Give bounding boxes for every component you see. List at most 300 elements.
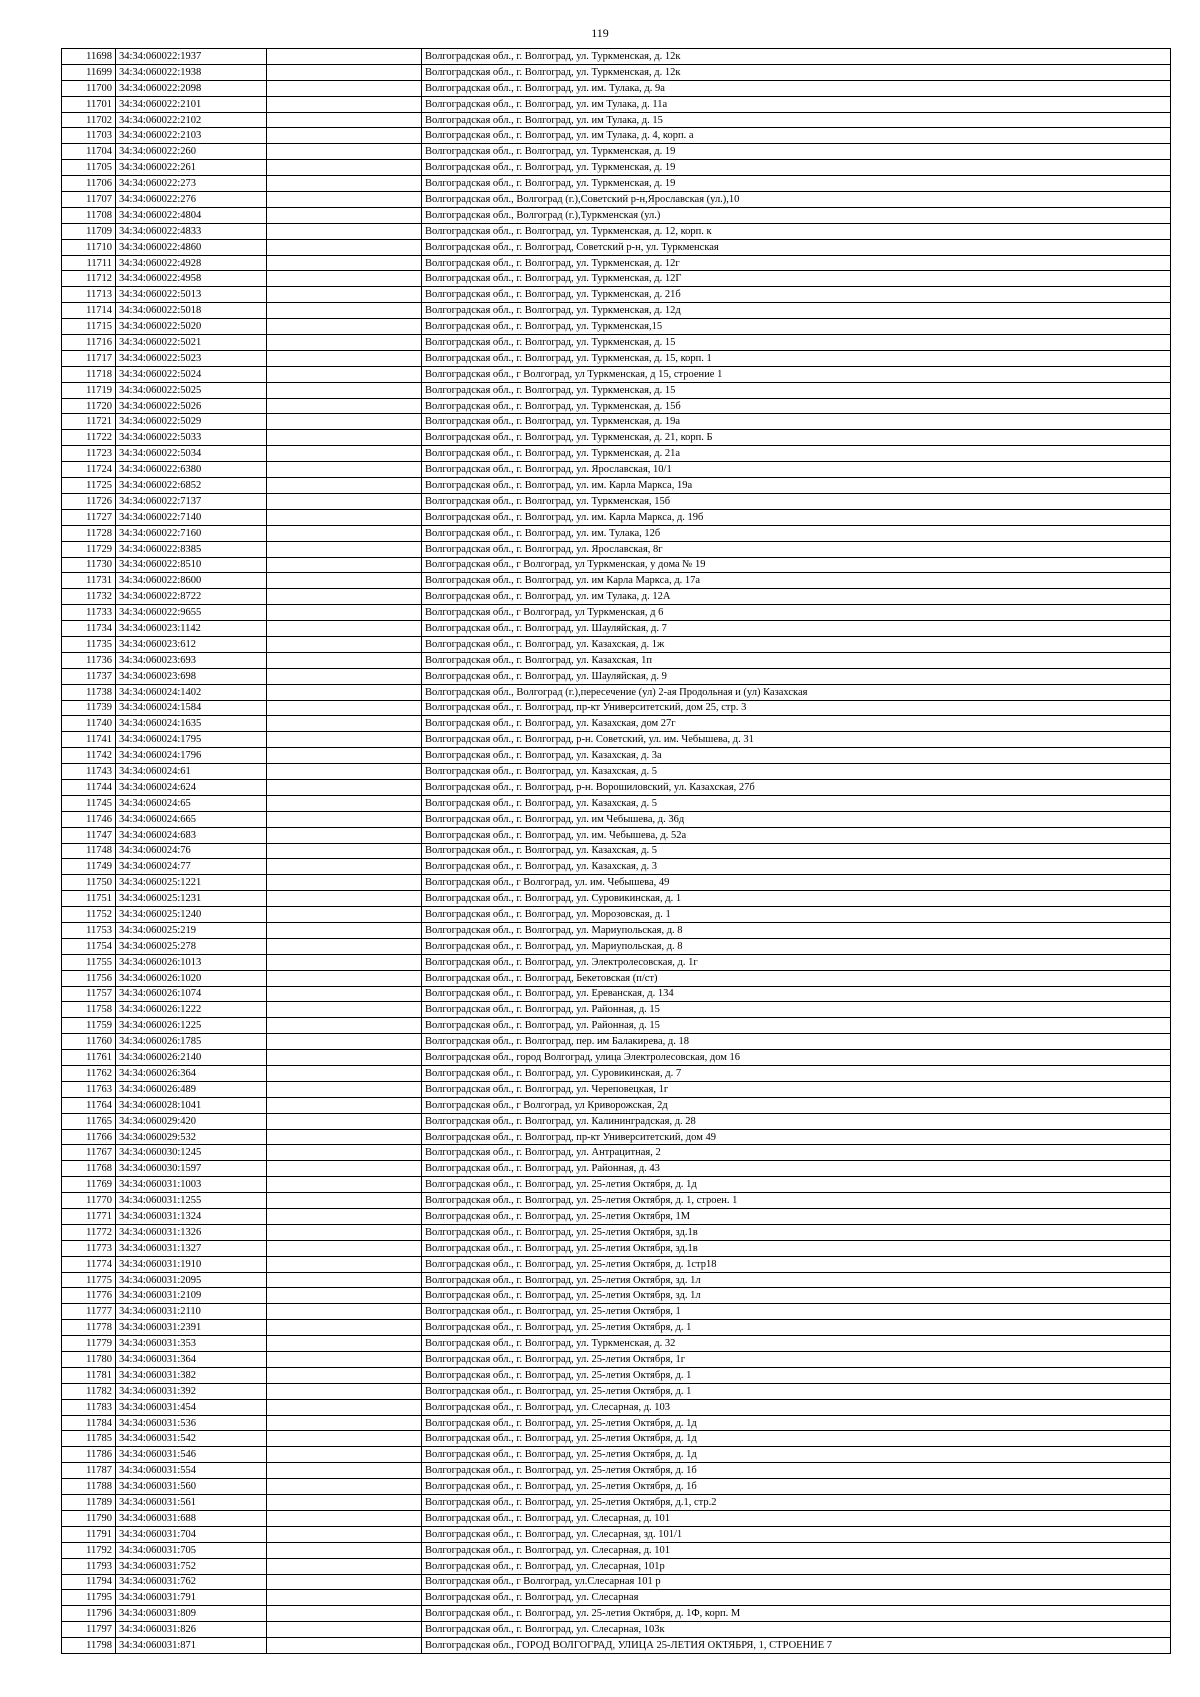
empty-cell [267, 1034, 422, 1050]
cadastral-number: 34:34:060022:7160 [116, 525, 267, 541]
row-number: 11764 [62, 1097, 116, 1113]
row-number: 11711 [62, 255, 116, 271]
register-table-body [62, 49, 1171, 1654]
row-number: 11750 [62, 875, 116, 891]
empty-cell [267, 446, 422, 462]
cadastral-number: 34:34:060022:6380 [116, 462, 267, 478]
empty-cell [267, 1177, 422, 1193]
row-number: 11775 [62, 1272, 116, 1288]
address: Волгоградская обл., г. Волгоград, Бекетовская (п/ст) [422, 970, 1171, 986]
address: Волгоградская обл., г. Волгоград, ул. Слесарная, зд. 101/1 [422, 1526, 1171, 1542]
empty-cell [267, 160, 422, 176]
empty-cell [267, 1209, 422, 1225]
address: Волгоградская обл., г. Волгоград, ул. 25-летия Октября, 1 [422, 1304, 1171, 1320]
address: Волгоградская обл., г. Волгоград, ул. Калининградская, д. 28 [422, 1113, 1171, 1129]
cadastral-number: 34:34:060031:561 [116, 1495, 267, 1511]
row-number: 11739 [62, 700, 116, 716]
row-number: 11716 [62, 335, 116, 351]
row-number: 11793 [62, 1558, 116, 1574]
address: Волгоградская обл., г. Волгоград, ул. 25-летия Октября, д. 1д [422, 1415, 1171, 1431]
table-row [62, 1479, 1171, 1495]
address: Волгоградская обл., г. Волгоград, ул. Туркменская, д. 21а [422, 446, 1171, 462]
address: Волгоградская обл., г. Волгоград, ул. Туркменская, д. 15 [422, 335, 1171, 351]
row-number: 11703 [62, 128, 116, 144]
table-row [62, 414, 1171, 430]
table-row [62, 1320, 1171, 1336]
row-number: 11699 [62, 64, 116, 80]
address: Волгоградская обл., г. Волгоград, ул. 25-летия Октября, д. 1д [422, 1177, 1171, 1193]
empty-cell [267, 1622, 422, 1638]
table-row [62, 478, 1171, 494]
row-number: 11778 [62, 1320, 116, 1336]
table-row [62, 1161, 1171, 1177]
address: Волгоградская обл., г. Волгоград, ул. Туркменская,15 [422, 319, 1171, 335]
table-row [62, 1431, 1171, 1447]
row-number: 11782 [62, 1383, 116, 1399]
address: Волгоградская обл., г. Волгоград, ул. Казахская, д. 5 [422, 764, 1171, 780]
table-row [62, 795, 1171, 811]
address: Волгоградская обл., г. Волгоград, ул. Суровикинская, д. 7 [422, 1066, 1171, 1082]
table-row [62, 1145, 1171, 1161]
cadastral-number: 34:34:060023:1142 [116, 621, 267, 637]
address: Волгоградская обл., г Волгоград, ул Туркменская, д 15, строение 1 [422, 366, 1171, 382]
table-row [62, 621, 1171, 637]
table-row [62, 192, 1171, 208]
cadastral-number: 34:34:060031:454 [116, 1399, 267, 1415]
cadastral-number: 34:34:060026:364 [116, 1066, 267, 1082]
cadastral-number: 34:34:060026:1225 [116, 1018, 267, 1034]
empty-cell [267, 112, 422, 128]
address: Волгоградская обл., г. Волгоград, ул. Районная, д. 15 [422, 1002, 1171, 1018]
address: Волгоградская обл., г. Волгоград, ул. 25-летия Октября, 1г [422, 1352, 1171, 1368]
empty-cell [267, 335, 422, 351]
cadastral-number: 34:34:060024:65 [116, 795, 267, 811]
address: Волгоградская обл., г. Волгоград, р-н. Советский, ул. им. Чебышева, д. 31 [422, 732, 1171, 748]
table-row [62, 1463, 1171, 1479]
empty-cell [267, 223, 422, 239]
empty-cell [267, 700, 422, 716]
cadastral-number: 34:34:060022:5023 [116, 350, 267, 366]
cadastral-number: 34:34:060022:5034 [116, 446, 267, 462]
cadastral-number: 34:34:060031:704 [116, 1526, 267, 1542]
row-number: 11771 [62, 1209, 116, 1225]
empty-cell [267, 430, 422, 446]
table-row [62, 493, 1171, 509]
cadastral-number: 34:34:060023:698 [116, 668, 267, 684]
address: Волгоградская обл., город Волгоград, улица Электролесовская, дом 16 [422, 1050, 1171, 1066]
table-row [62, 64, 1171, 80]
row-number: 11786 [62, 1447, 116, 1463]
row-number: 11737 [62, 668, 116, 684]
empty-cell [267, 80, 422, 96]
empty-cell [267, 192, 422, 208]
empty-cell [267, 684, 422, 700]
address: Волгоградская обл., г Волгоград, ул Туркменская, д 6 [422, 605, 1171, 621]
cadastral-number: 34:34:060031:1326 [116, 1224, 267, 1240]
empty-cell [267, 668, 422, 684]
row-number: 11738 [62, 684, 116, 700]
table-row [62, 1638, 1171, 1654]
cadastral-number: 34:34:060022:5018 [116, 303, 267, 319]
table-row [62, 1304, 1171, 1320]
table-row [62, 1383, 1171, 1399]
row-number: 11798 [62, 1638, 116, 1654]
cadastral-number: 34:34:060031:1910 [116, 1256, 267, 1272]
empty-cell [267, 462, 422, 478]
empty-cell [267, 764, 422, 780]
table-row [62, 541, 1171, 557]
table-row [62, 970, 1171, 986]
row-number: 11779 [62, 1336, 116, 1352]
table-row [62, 652, 1171, 668]
table-row [62, 636, 1171, 652]
row-number: 11760 [62, 1034, 116, 1050]
table-row [62, 1622, 1171, 1638]
table-row [62, 700, 1171, 716]
empty-cell [267, 1574, 422, 1590]
cadastral-number: 34:34:060025:1221 [116, 875, 267, 891]
cadastral-number: 34:34:060031:1003 [116, 1177, 267, 1193]
row-number: 11797 [62, 1622, 116, 1638]
cadastral-number: 34:34:060024:624 [116, 779, 267, 795]
cadastral-number: 34:34:060031:2095 [116, 1272, 267, 1288]
row-number: 11773 [62, 1240, 116, 1256]
empty-cell [267, 589, 422, 605]
empty-cell [267, 938, 422, 954]
address: Волгоградская обл., г. Волгоград, ул. Антрацитная, 2 [422, 1145, 1171, 1161]
address: Волгоградская обл., г. Волгоград, ул. Туркменская, д. 19 [422, 144, 1171, 160]
cadastral-number: 34:34:060024:1402 [116, 684, 267, 700]
table-row [62, 430, 1171, 446]
address: Волгоградская обл., г. Волгоград, ул. 25-летия Октября, д. 1Ф, корп. М [422, 1606, 1171, 1622]
empty-cell [267, 1431, 422, 1447]
row-number: 11758 [62, 1002, 116, 1018]
row-number: 11718 [62, 366, 116, 382]
table-row [62, 1256, 1171, 1272]
cadastral-number: 34:34:060031:542 [116, 1431, 267, 1447]
address: Волгоградская обл., Волгоград (г.),Советский р-н,Ярославская (ул.),10 [422, 192, 1171, 208]
address: Волгоградская обл., г. Волгоград, ул. Туркменская, д. 15 [422, 382, 1171, 398]
address: Волгоградская обл., г. Волгоград, ул. Туркменская, д. 19а [422, 414, 1171, 430]
empty-cell [267, 414, 422, 430]
table-row [62, 1526, 1171, 1542]
address: Волгоградская обл., г Волгоград, ул Криворожская, 2д [422, 1097, 1171, 1113]
address: Волгоградская обл., г. Волгоград, ул. Туркменская, 15б [422, 493, 1171, 509]
address: Волгоградская обл., г. Волгоград, ул. Ярославская, 10/1 [422, 462, 1171, 478]
row-number: 11761 [62, 1050, 116, 1066]
cadastral-number: 34:34:060031:1327 [116, 1240, 267, 1256]
table-row [62, 764, 1171, 780]
cadastral-number: 34:34:060022:7140 [116, 509, 267, 525]
empty-cell [267, 382, 422, 398]
row-number: 11721 [62, 414, 116, 430]
cadastral-number: 34:34:060026:1222 [116, 1002, 267, 1018]
cadastral-number: 34:34:060029:420 [116, 1113, 267, 1129]
row-number: 11735 [62, 636, 116, 652]
address: Волгоградская обл., г. Волгоград, ул. Казахская, д. 5 [422, 843, 1171, 859]
empty-cell [267, 986, 422, 1002]
address: Волгоградская обл., г. Волгоград, ул. им Тулака, д. 4, корп. а [422, 128, 1171, 144]
row-number: 11768 [62, 1161, 116, 1177]
row-number: 11715 [62, 319, 116, 335]
empty-cell [267, 1447, 422, 1463]
table-row [62, 1193, 1171, 1209]
cadastral-number: 34:34:060022:8510 [116, 557, 267, 573]
table-row [62, 128, 1171, 144]
row-number: 11763 [62, 1081, 116, 1097]
empty-cell [267, 1272, 422, 1288]
empty-cell [267, 303, 422, 319]
cadastral-number: 34:34:060031:2391 [116, 1320, 267, 1336]
table-row [62, 1209, 1171, 1225]
table-row [62, 1018, 1171, 1034]
row-number: 11727 [62, 509, 116, 525]
table-row [62, 176, 1171, 192]
table-row [62, 1510, 1171, 1526]
address: Волгоградская обл., г. Волгоград, ул. Туркменская, д. 12г [422, 255, 1171, 271]
empty-cell [267, 1510, 422, 1526]
address: Волгоградская обл., г. Волгоград, ул. Ереванская, д. 134 [422, 986, 1171, 1002]
address: Волгоградская обл., г Волгоград, ул.Слесарная 101 р [422, 1574, 1171, 1590]
row-number: 11780 [62, 1352, 116, 1368]
cadastral-number: 34:34:060031:560 [116, 1479, 267, 1495]
row-number: 11704 [62, 144, 116, 160]
cadastral-number: 34:34:060022:6852 [116, 478, 267, 494]
row-number: 11796 [62, 1606, 116, 1622]
table-row [62, 668, 1171, 684]
table-row [62, 907, 1171, 923]
address: Волгоградская обл., г. Волгоград, ул. 25-летия Октября, зд.1в [422, 1224, 1171, 1240]
address: Волгоградская обл., г. Волгоград, ул. Туркменская, д. 15б [422, 398, 1171, 414]
table-row [62, 1034, 1171, 1050]
table-row [62, 1367, 1171, 1383]
row-number: 11792 [62, 1542, 116, 1558]
empty-cell [267, 1288, 422, 1304]
address: Волгоградская обл., г. Волгоград, ул. 25-летия Октября, д. 1, строен. 1 [422, 1193, 1171, 1209]
cadastral-number: 34:34:060022:4833 [116, 223, 267, 239]
empty-cell [267, 287, 422, 303]
address: Волгоградская обл., г. Волгоград, ул. Слесарная, 103к [422, 1622, 1171, 1638]
empty-cell [267, 1161, 422, 1177]
table-row [62, 223, 1171, 239]
table-row [62, 49, 1171, 65]
empty-cell [267, 1113, 422, 1129]
cadastral-number: 34:34:060031:536 [116, 1415, 267, 1431]
row-number: 11749 [62, 859, 116, 875]
cadastral-number: 34:34:060022:2101 [116, 96, 267, 112]
row-number: 11754 [62, 938, 116, 954]
cadastral-number: 34:34:060022:5026 [116, 398, 267, 414]
row-number: 11746 [62, 811, 116, 827]
cadastral-number: 34:34:060031:554 [116, 1463, 267, 1479]
address: Волгоградская обл., г. Волгоград, ул. им. Карла Маркса, д. 19б [422, 509, 1171, 525]
cadastral-number: 34:34:060031:1324 [116, 1209, 267, 1225]
address: Волгоградская обл., г. Волгоград, ул. 25-летия Октября, д. 1б [422, 1479, 1171, 1495]
table-row [62, 811, 1171, 827]
empty-cell [267, 811, 422, 827]
table-row [62, 1542, 1171, 1558]
cadastral-number: 34:34:060022:8722 [116, 589, 267, 605]
table-row [62, 938, 1171, 954]
address: Волгоградская обл., г. Волгоград, ул. Шауляйская, д. 7 [422, 621, 1171, 637]
cadastral-number: 34:34:060022:5025 [116, 382, 267, 398]
cadastral-number: 34:34:060026:1785 [116, 1034, 267, 1050]
table-row [62, 525, 1171, 541]
row-number: 11736 [62, 652, 116, 668]
cadastral-number: 34:34:060022:5020 [116, 319, 267, 335]
row-number: 11710 [62, 239, 116, 255]
row-number: 11733 [62, 605, 116, 621]
row-number: 11769 [62, 1177, 116, 1193]
row-number: 11701 [62, 96, 116, 112]
address: Волгоградская обл., г. Волгоград, ул. 25-летия Октября, д.1, стр.2 [422, 1495, 1171, 1511]
cadastral-number: 34:34:060026:489 [116, 1081, 267, 1097]
row-number: 11787 [62, 1463, 116, 1479]
table-row [62, 350, 1171, 366]
cadastral-number: 34:34:060026:2140 [116, 1050, 267, 1066]
table-row [62, 684, 1171, 700]
table-row [62, 1177, 1171, 1193]
table-row [62, 160, 1171, 176]
empty-cell [267, 954, 422, 970]
cadastral-number: 34:34:060025:219 [116, 922, 267, 938]
address: Волгоградская обл., г. Волгоград, ул. им Карла Маркса, д. 17а [422, 573, 1171, 589]
table-row [62, 80, 1171, 96]
empty-cell [267, 49, 422, 65]
table-row [62, 446, 1171, 462]
row-number: 11732 [62, 589, 116, 605]
cadastral-number: 34:34:060022:9655 [116, 605, 267, 621]
cadastral-number: 34:34:060022:4928 [116, 255, 267, 271]
cadastral-number: 34:34:060022:8600 [116, 573, 267, 589]
cadastral-number: 34:34:060026:1013 [116, 954, 267, 970]
address: Волгоградская обл., г. Волгоград, ул. Казахская, дом 27г [422, 716, 1171, 732]
row-number: 11751 [62, 891, 116, 907]
table-row [62, 922, 1171, 938]
table-row [62, 319, 1171, 335]
cadastral-number: 34:34:060022:2102 [116, 112, 267, 128]
empty-cell [267, 1066, 422, 1082]
row-number: 11707 [62, 192, 116, 208]
row-number: 11708 [62, 207, 116, 223]
cadastral-number: 34:34:060025:278 [116, 938, 267, 954]
row-number: 11706 [62, 176, 116, 192]
row-number: 11719 [62, 382, 116, 398]
table-row [62, 732, 1171, 748]
address: Волгоградская обл., г. Волгоград, ул. Туркменская, д. 12Г [422, 271, 1171, 287]
empty-cell [267, 875, 422, 891]
table-row [62, 954, 1171, 970]
row-number: 11741 [62, 732, 116, 748]
row-number: 11731 [62, 573, 116, 589]
row-number: 11723 [62, 446, 116, 462]
empty-cell [267, 621, 422, 637]
empty-cell [267, 478, 422, 494]
empty-cell [267, 970, 422, 986]
table-row [62, 1574, 1171, 1590]
cadastral-number: 34:34:060031:762 [116, 1574, 267, 1590]
row-number: 11730 [62, 557, 116, 573]
cadastral-number: 34:34:060031:364 [116, 1352, 267, 1368]
row-number: 11734 [62, 621, 116, 637]
empty-cell [267, 1193, 422, 1209]
empty-cell [267, 636, 422, 652]
empty-cell [267, 255, 422, 271]
table-row [62, 1129, 1171, 1145]
empty-cell [267, 1018, 422, 1034]
empty-cell [267, 1002, 422, 1018]
row-number: 11714 [62, 303, 116, 319]
empty-cell [267, 64, 422, 80]
cadastral-number: 34:34:060031:752 [116, 1558, 267, 1574]
table-row [62, 1002, 1171, 1018]
address: Волгоградская обл., г. Волгоград, ул. Туркменская, д. 21, корп. Б [422, 430, 1171, 446]
address: Волгоградская обл., г. Волгоград, ул. Туркменская, д. 32 [422, 1336, 1171, 1352]
address: Волгоградская обл., г Волгоград, ул. им. Чебышева, 49 [422, 875, 1171, 891]
row-number: 11777 [62, 1304, 116, 1320]
cadastral-number: 34:34:060031:826 [116, 1622, 267, 1638]
row-number: 11762 [62, 1066, 116, 1082]
address: Волгоградская обл., г. Волгоград, ул. 25-летия Октября, д. 1д [422, 1431, 1171, 1447]
row-number: 11772 [62, 1224, 116, 1240]
empty-cell [267, 1606, 422, 1622]
empty-cell [267, 1256, 422, 1272]
empty-cell [267, 319, 422, 335]
row-number: 11742 [62, 748, 116, 764]
table-row [62, 1224, 1171, 1240]
table-row [62, 1081, 1171, 1097]
address: Волгоградская обл., г. Волгоград, ул. Ярославская, 8г [422, 541, 1171, 557]
row-number: 11753 [62, 922, 116, 938]
row-number: 11720 [62, 398, 116, 414]
table-row [62, 144, 1171, 160]
empty-cell [267, 1050, 422, 1066]
row-number: 11759 [62, 1018, 116, 1034]
address: Волгоградская обл., г. Волгоград, ул. Слесарная, д. 101 [422, 1542, 1171, 1558]
cadastral-number: 34:34:060022:4860 [116, 239, 267, 255]
cadastral-number: 34:34:060022:5024 [116, 366, 267, 382]
cadastral-number: 34:34:060031:871 [116, 1638, 267, 1654]
address: Волгоградская обл., г. Волгоград, ул. Туркменская, д. 12к [422, 64, 1171, 80]
row-number: 11781 [62, 1367, 116, 1383]
table-row [62, 303, 1171, 319]
empty-cell [267, 922, 422, 938]
empty-cell [267, 732, 422, 748]
cadastral-number: 34:34:060030:1245 [116, 1145, 267, 1161]
cadastral-number: 34:34:060028:1041 [116, 1097, 267, 1113]
table-row [62, 891, 1171, 907]
page-number: 119 [591, 26, 609, 40]
table-row [62, 382, 1171, 398]
empty-cell [267, 573, 422, 589]
cadastral-number: 34:34:060022:4804 [116, 207, 267, 223]
empty-cell [267, 1638, 422, 1654]
cadastral-number: 34:34:060029:532 [116, 1129, 267, 1145]
cadastral-number: 34:34:060022:5033 [116, 430, 267, 446]
row-number: 11712 [62, 271, 116, 287]
table-row [62, 1447, 1171, 1463]
address: Волгоградская обл., г. Волгоград, ул. 25-летия Октября, д. 1д [422, 1447, 1171, 1463]
address: Волгоградская обл., г. Волгоград, ул. Казахская, 1п [422, 652, 1171, 668]
empty-cell [267, 795, 422, 811]
row-number: 11728 [62, 525, 116, 541]
empty-cell [267, 1558, 422, 1574]
empty-cell [267, 1479, 422, 1495]
empty-cell [267, 1224, 422, 1240]
table-row [62, 843, 1171, 859]
empty-cell [267, 128, 422, 144]
empty-cell [267, 207, 422, 223]
